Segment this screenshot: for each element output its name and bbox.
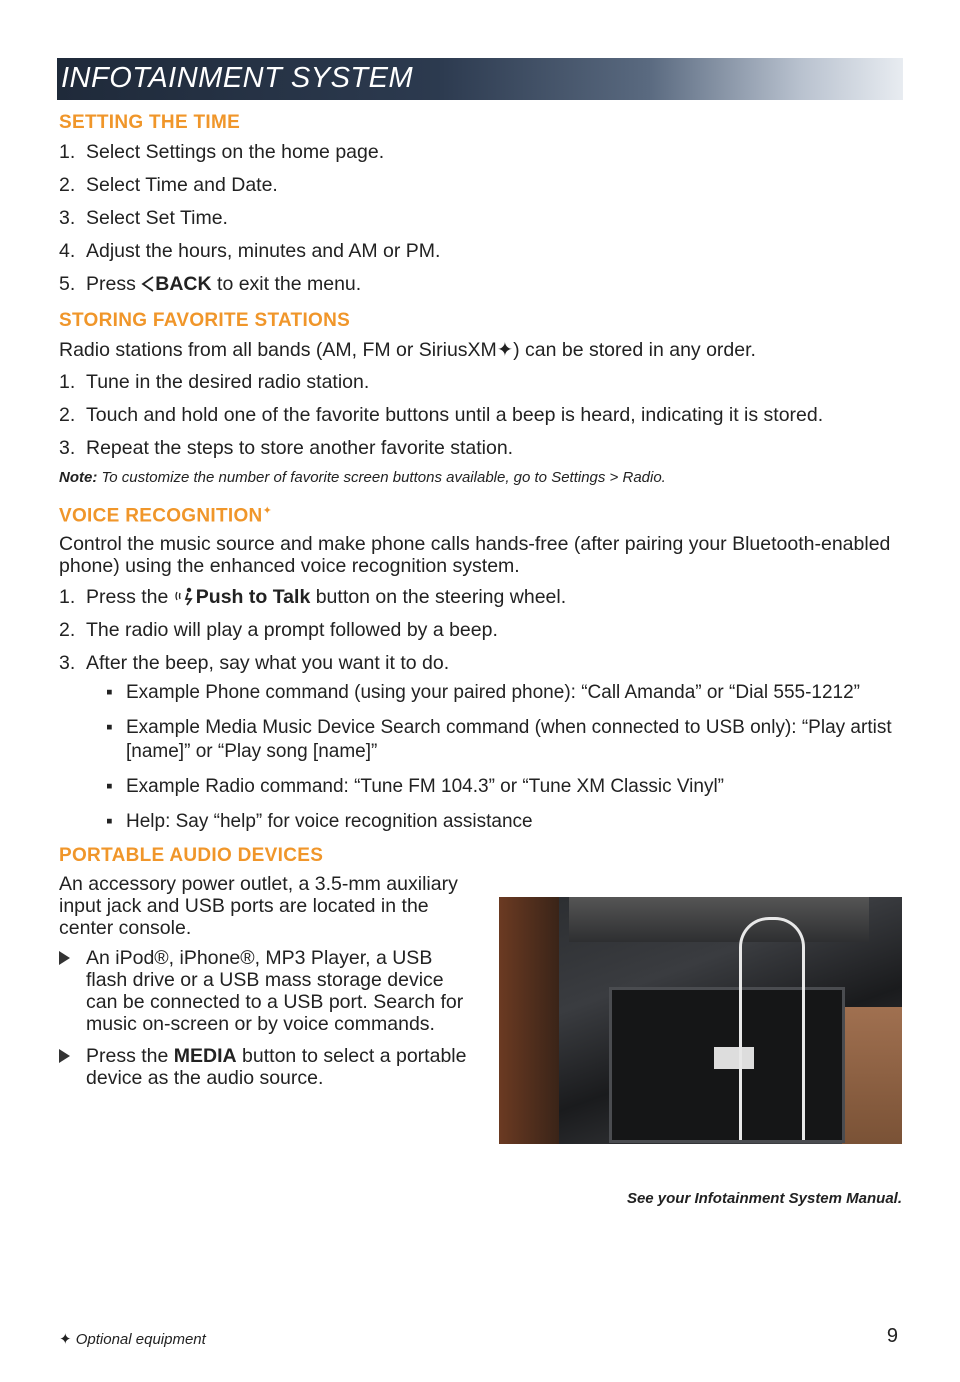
favorites-steps: [59, 370, 909, 460]
list-item: 1. Select Settings on the home page.: [59, 141, 385, 163]
push-to-talk-icon: [174, 586, 196, 606]
voice-examples: [86, 681, 909, 834]
list-item: 1. Press the Push to Talk button on the steering wheel.: [59, 586, 567, 609]
banner-title: INFOTAINMENT SYSTEM: [61, 62, 414, 94]
page-number: 9: [886, 1325, 898, 1347]
portable-audio-section: [59, 845, 474, 1089]
list-item: 3. Repeat the steps to store another favorite station.: [59, 437, 514, 459]
list-item: 2. Select Time and Date.: [59, 174, 278, 196]
favorites-heading: STORING FAVORITE STATIONS: [59, 310, 351, 331]
optional-equipment-footnote: ✦ Optional equipment: [59, 1331, 206, 1348]
portable-heading: PORTABLE AUDIO DEVICES: [59, 845, 324, 867]
voice-steps: [59, 585, 909, 834]
list-item: ▪ Example Radio command: “Tune FM 104.3” or “Tune XM Classic Vinyl”: [106, 776, 725, 798]
triangle-bullet-icon: [59, 951, 70, 965]
favorites-intro: Radio stations from all bands (AM, FM or SiriusXM✦) can be stored in any order.: [59, 339, 756, 361]
setting-time-steps: [59, 140, 909, 296]
list-item: Press the MEDIA button to select a portable device as the audio source.: [59, 1045, 474, 1089]
list-item: ▪ Help: Say “help” for voice recognition assistance: [106, 811, 533, 833]
favorites-note: Note: To customize the number of favorite screen buttons available, go to Settings > Radio.: [59, 469, 666, 486]
triangle-bullet-icon: [59, 1049, 70, 1063]
list-item: 3. After the beep, say what you want it to do. ▪ Example Phone command (using your paired phone): “Call Amanda” or “Dial 555-1212” ▪ Example Media Music Device Search command (when connected to USB only): “Play artist [name]” or “Play song [name]” ▪ Example Radio command: “Tune FM 104.3” or “Tune XM Classic Vinyl” ▪ Help: Say “help” for voice recognition assistance: [59, 651, 909, 834]
list-item: ▪ Example Media Music Device Search command (when connected to USB only): “Play artist [name]” or “Play song [name]”: [106, 717, 892, 763]
voice-heading: VOICE RECOGNITION✦: [59, 505, 273, 527]
see-manual-note: See your Infotainment System Manual.: [626, 1190, 902, 1207]
list-item: 2. The radio will play a prompt followed by a beep.: [59, 619, 498, 642]
back-triangle-icon: [141, 276, 155, 292]
list-item: 4. Adjust the hours, minutes and AM or PM.: [59, 240, 441, 262]
list-item: 2. Touch and hold one of the favorite buttons until a beep is heard, indicating it is stored.: [59, 404, 824, 426]
list-item: 3. Select Set Time.: [59, 207, 228, 229]
setting-time-heading: SETTING THE TIME: [59, 112, 241, 133]
portable-bullets: [59, 947, 474, 1089]
center-console-photo: [499, 897, 902, 1144]
section-banner: [57, 58, 903, 100]
list-item: An iPod®, iPhone®, MP3 Player, a USB flash drive or a USB mass storage device can be connected to a USB port. Search for music on-screen or by voice commands.: [59, 947, 474, 1035]
list-item: 1. Tune in the desired radio station.: [59, 371, 370, 393]
list-item: ▪ Example Phone command (using your paired phone): “Call Amanda” or “Dial 555-1212”: [106, 682, 860, 704]
voice-intro: Control the music source and make phone calls hands-free (after pairing your Bluetooth-enabled phone) using the enhanced voice recognition system.: [59, 533, 891, 578]
list-item: 5. Press BACK to exit the menu.: [59, 273, 362, 295]
portable-intro: An accessory power outlet, a 3.5-mm auxiliary input jack and USB ports are located in the center console.: [59, 873, 458, 940]
